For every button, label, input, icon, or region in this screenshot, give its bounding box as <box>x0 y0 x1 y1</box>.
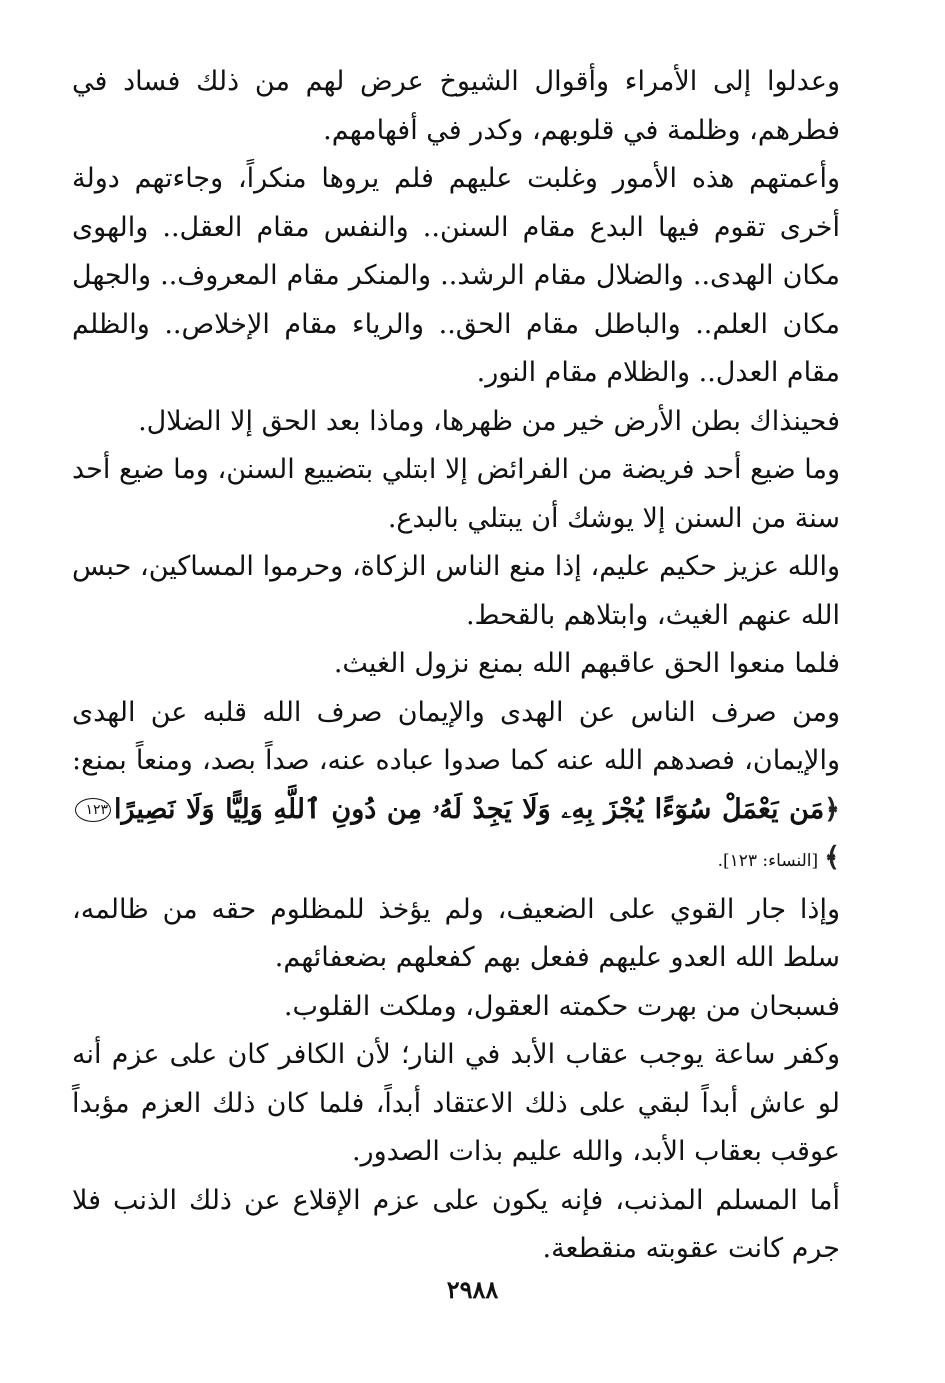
quran-paragraph <box>72 689 840 886</box>
paragraph: وعدلوا إلى الأمراء وأقوال الشيوخ عرض لهم من ذلك فساد في فطرهم، وظلمة في قلوبهم، وكدر في أفهامهم. <box>72 66 840 146</box>
paragraph: فلما منعوا الحق عاقبهم الله بمنع نزول الغيث. <box>333 648 840 679</box>
paragraph: فحينذاك بطن الأرض خير من ظهرها، وماذا بعد الحق إلا الضلال. <box>138 405 840 437</box>
page-number: ٢٩٨٨ <box>446 1275 499 1304</box>
paragraph: والله عزيز حكيم عليم، إذا منع الناس الزكاة، وحرموا المساكين، حبس الله عنهم الغيث، وابتلاهم بالقحط. <box>72 551 840 631</box>
ayah-number-marker: ١٢٣ <box>75 798 111 822</box>
page-body <box>72 58 840 1274</box>
paragraph: وكفر ساعة يوجب عقاب الأبد في النار؛ لأن الكافر كان على عزم أنه لو عاش أبداً لبقي على ذلك الاعتقاد أبداً، فلما كان ذلك العزم مؤبداً عوقب بعقاب الأبد، والله عليم بذات الصدور. <box>72 1039 840 1167</box>
quran-paragraph-prefix: ومن صرف الناس عن الهدى والإيمان صرف الله قلبه عن الهدى والإيمان، فصدهم الله عنه كما صدوا عباده عنه، صداً بصد، ومنعاً بمنع: <box>72 696 840 776</box>
verse-reference: [النساء: ١٢٣]. <box>717 851 819 871</box>
paragraph: وإذا جار القوي على الضعيف، ولم يؤخذ للمظلوم حقه من ظالمه، سلط الله العدو عليهم ففعل بهم كفعلهم بضعفائهم. <box>72 893 840 973</box>
paragraph: وما ضيع أحد فريضة من الفرائض إلا ابتلي بتضييع السنن، وما ضيع أحد سنة من السنن إلا يوشك أن يبتلي بالبدع. <box>72 454 840 534</box>
quran-open-bracket: ﴿ <box>824 793 840 825</box>
paragraph: أما المسلم المذنب، فإنه يكون على عزم الإقلاع عن ذلك الذنب فلا جرم كانت عقوبته منقطعة. <box>72 1184 840 1264</box>
paragraph: وأعمتهم هذه الأمور وغلبت عليهم فلم يروها منكراً، وجاءتهم دولة أخرى تقوم فيها البدع مقام السنن.. والنفس مقام العقل.. والهوى مكان الهدى.. والضلال مقام الرشد.. والمنكر مقام المعروف.. والجهل مكان العلم.. والباطل مقام الحق.. والرياء مقام الإخلاص.. والظلم مقام العدل.. والظلام مقام النور. <box>72 163 840 388</box>
quran-verse: مَن يَعْمَلْ سُوٓءًا يُجْزَ بِهِۦ وَلَا يَجِدْ لَهُۥ مِن دُونِ ٱللَّهِ وَلِيًّا وَلَا نَصِيرًا <box>114 793 825 825</box>
paragraph: فسبحان من بهرت حكمته العقول، وملكت القلوب. <box>283 990 840 1022</box>
quran-close-bracket: ﴾ <box>824 842 840 873</box>
